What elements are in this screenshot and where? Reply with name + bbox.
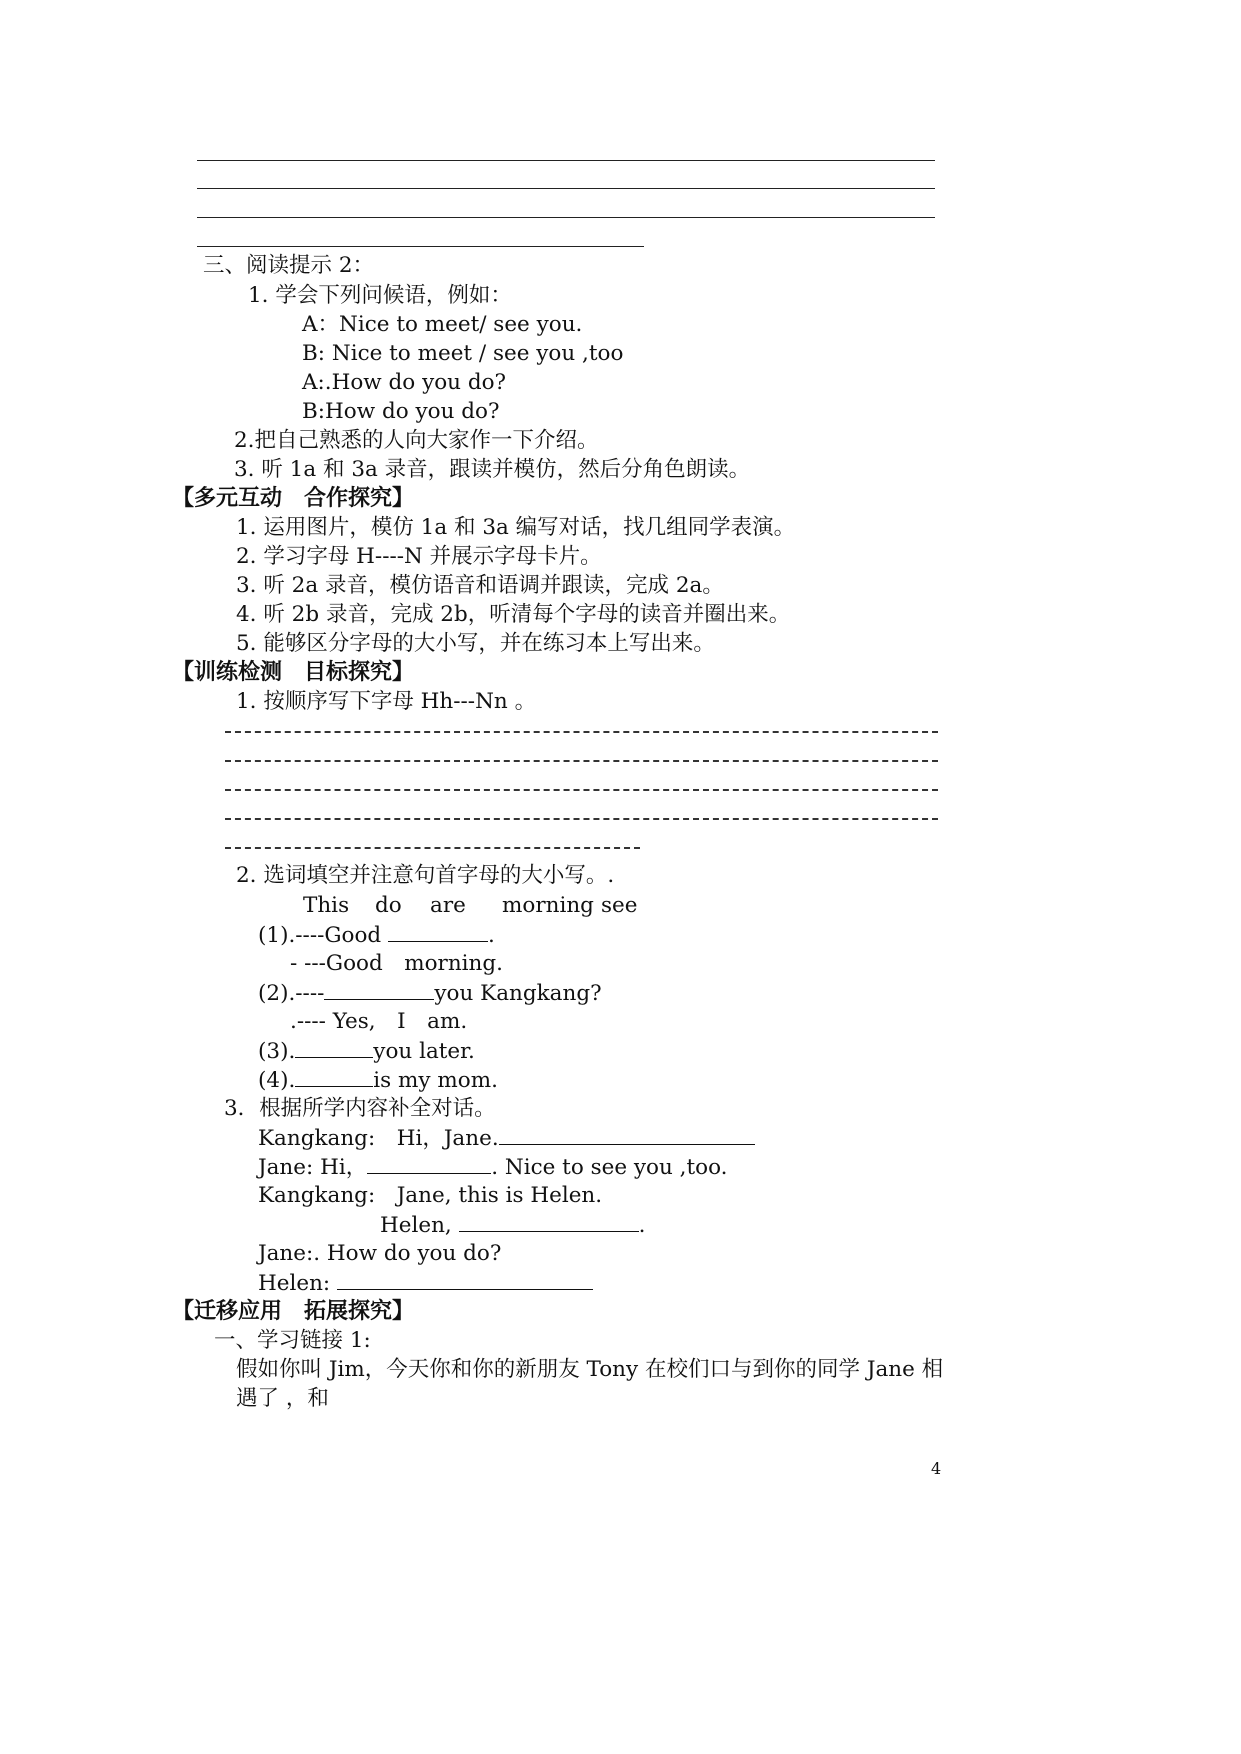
example-line: A：Nice to meet/ see you. (302, 312, 583, 337)
word-bank-item: This (303, 893, 350, 918)
exercise-line: .---- Yes, I am. (290, 1009, 468, 1034)
dialogue-line: Jane:. How do you do? (258, 1241, 502, 1266)
fill-blank[interactable] (499, 1124, 755, 1145)
paragraph-line: 遇了 ，和 (236, 1386, 329, 1411)
exercise-line: (3). you later. (258, 1039, 475, 1064)
section-heading: 【多元互动 合作探究】 (172, 485, 415, 511)
page-number: 4 (931, 1459, 942, 1478)
list-item: 2.把自己熟悉的人向大家作一下介绍。 (234, 428, 599, 453)
section-title: 三、阅读提示 2： (203, 253, 375, 278)
word-bank-item: do (375, 893, 402, 918)
fill-blank[interactable] (324, 979, 434, 1000)
word-bank-item: see (601, 893, 638, 918)
list-item: 3. 听 1a 和 3a 录音，跟读并模仿，然后分角色朗读。 (234, 457, 751, 482)
question: 2. 选词填空并注意句首字母的大小写。. (236, 863, 615, 888)
dialogue-line: Helen: (258, 1269, 593, 1298)
example-line: B: Nice to meet / see you ,too (302, 341, 624, 366)
question: 1. 按顺序写下字母 Hh---Nn 。 (236, 689, 537, 714)
dashed-answer-line (225, 731, 938, 733)
question: 3．根据所学内容补全对话。 (224, 1096, 496, 1121)
exercise-line: (1).----Good . (258, 923, 495, 948)
fill-blank[interactable] (337, 1269, 593, 1290)
fill-blank[interactable] (295, 1037, 373, 1058)
fill-blank[interactable] (388, 921, 488, 942)
list-item: 5. 能够区分字母的大小写，并在练习本上写出来。 (236, 631, 715, 656)
dialogue-line: Kangkang: Hi，Jane. (258, 1124, 755, 1153)
dialogue-line: Kangkang: Jane, this is Helen. (258, 1183, 603, 1208)
dashed-answer-line (225, 818, 938, 820)
example-line: B:How do you do? (302, 399, 500, 424)
exercise-line: (4). is my mom. (258, 1068, 498, 1093)
example-line: A:.How do you do? (302, 370, 507, 395)
list-item: 1. 运用图片，模仿 1a 和 3a 编写对话，找几组同学表演。 (236, 515, 796, 540)
exercise-line: (2).---- you Kangkang? (258, 981, 602, 1006)
subsection-title: 一、学习链接 1: (214, 1328, 371, 1353)
dashed-answer-line (225, 760, 938, 762)
dialogue-line: Jane: Hi， . Nice to see you ,too. (258, 1155, 728, 1180)
list-item: 3. 听 2a 录音，模仿语音和语调并跟读，完成 2a。 (236, 573, 724, 598)
dialogue-line: Helen, . (380, 1213, 646, 1238)
answer-line (197, 217, 935, 218)
answer-line (197, 160, 935, 161)
paragraph-line: 假如你叫 Jim，今天你和你的新朋友 Tony 在校们口与到你的同学 Jane 相 (236, 1357, 944, 1382)
section-heading: 【训练检测 目标探究】 (172, 659, 415, 685)
dashed-answer-line (225, 789, 938, 791)
fill-blank[interactable] (459, 1211, 639, 1232)
section-heading: 【迁移应用 拓展探究】 (172, 1298, 415, 1324)
fill-blank[interactable] (295, 1066, 373, 1087)
list-item: 4. 听 2b 录音，完成 2b，听清每个字母的读音并圈出来。 (236, 602, 791, 627)
fill-blank[interactable] (367, 1153, 491, 1174)
answer-line (197, 246, 644, 247)
answer-line (197, 188, 935, 189)
list-item: 1. 学会下列问候语，例如： (248, 283, 512, 308)
dashed-answer-line (225, 847, 640, 849)
word-bank-item: are (430, 893, 466, 918)
word-bank-item: morning (502, 893, 594, 918)
exercise-line: - ---Good morning. (290, 951, 503, 976)
list-item: 2. 学习字母 H----N 并展示字母卡片。 (236, 544, 602, 569)
